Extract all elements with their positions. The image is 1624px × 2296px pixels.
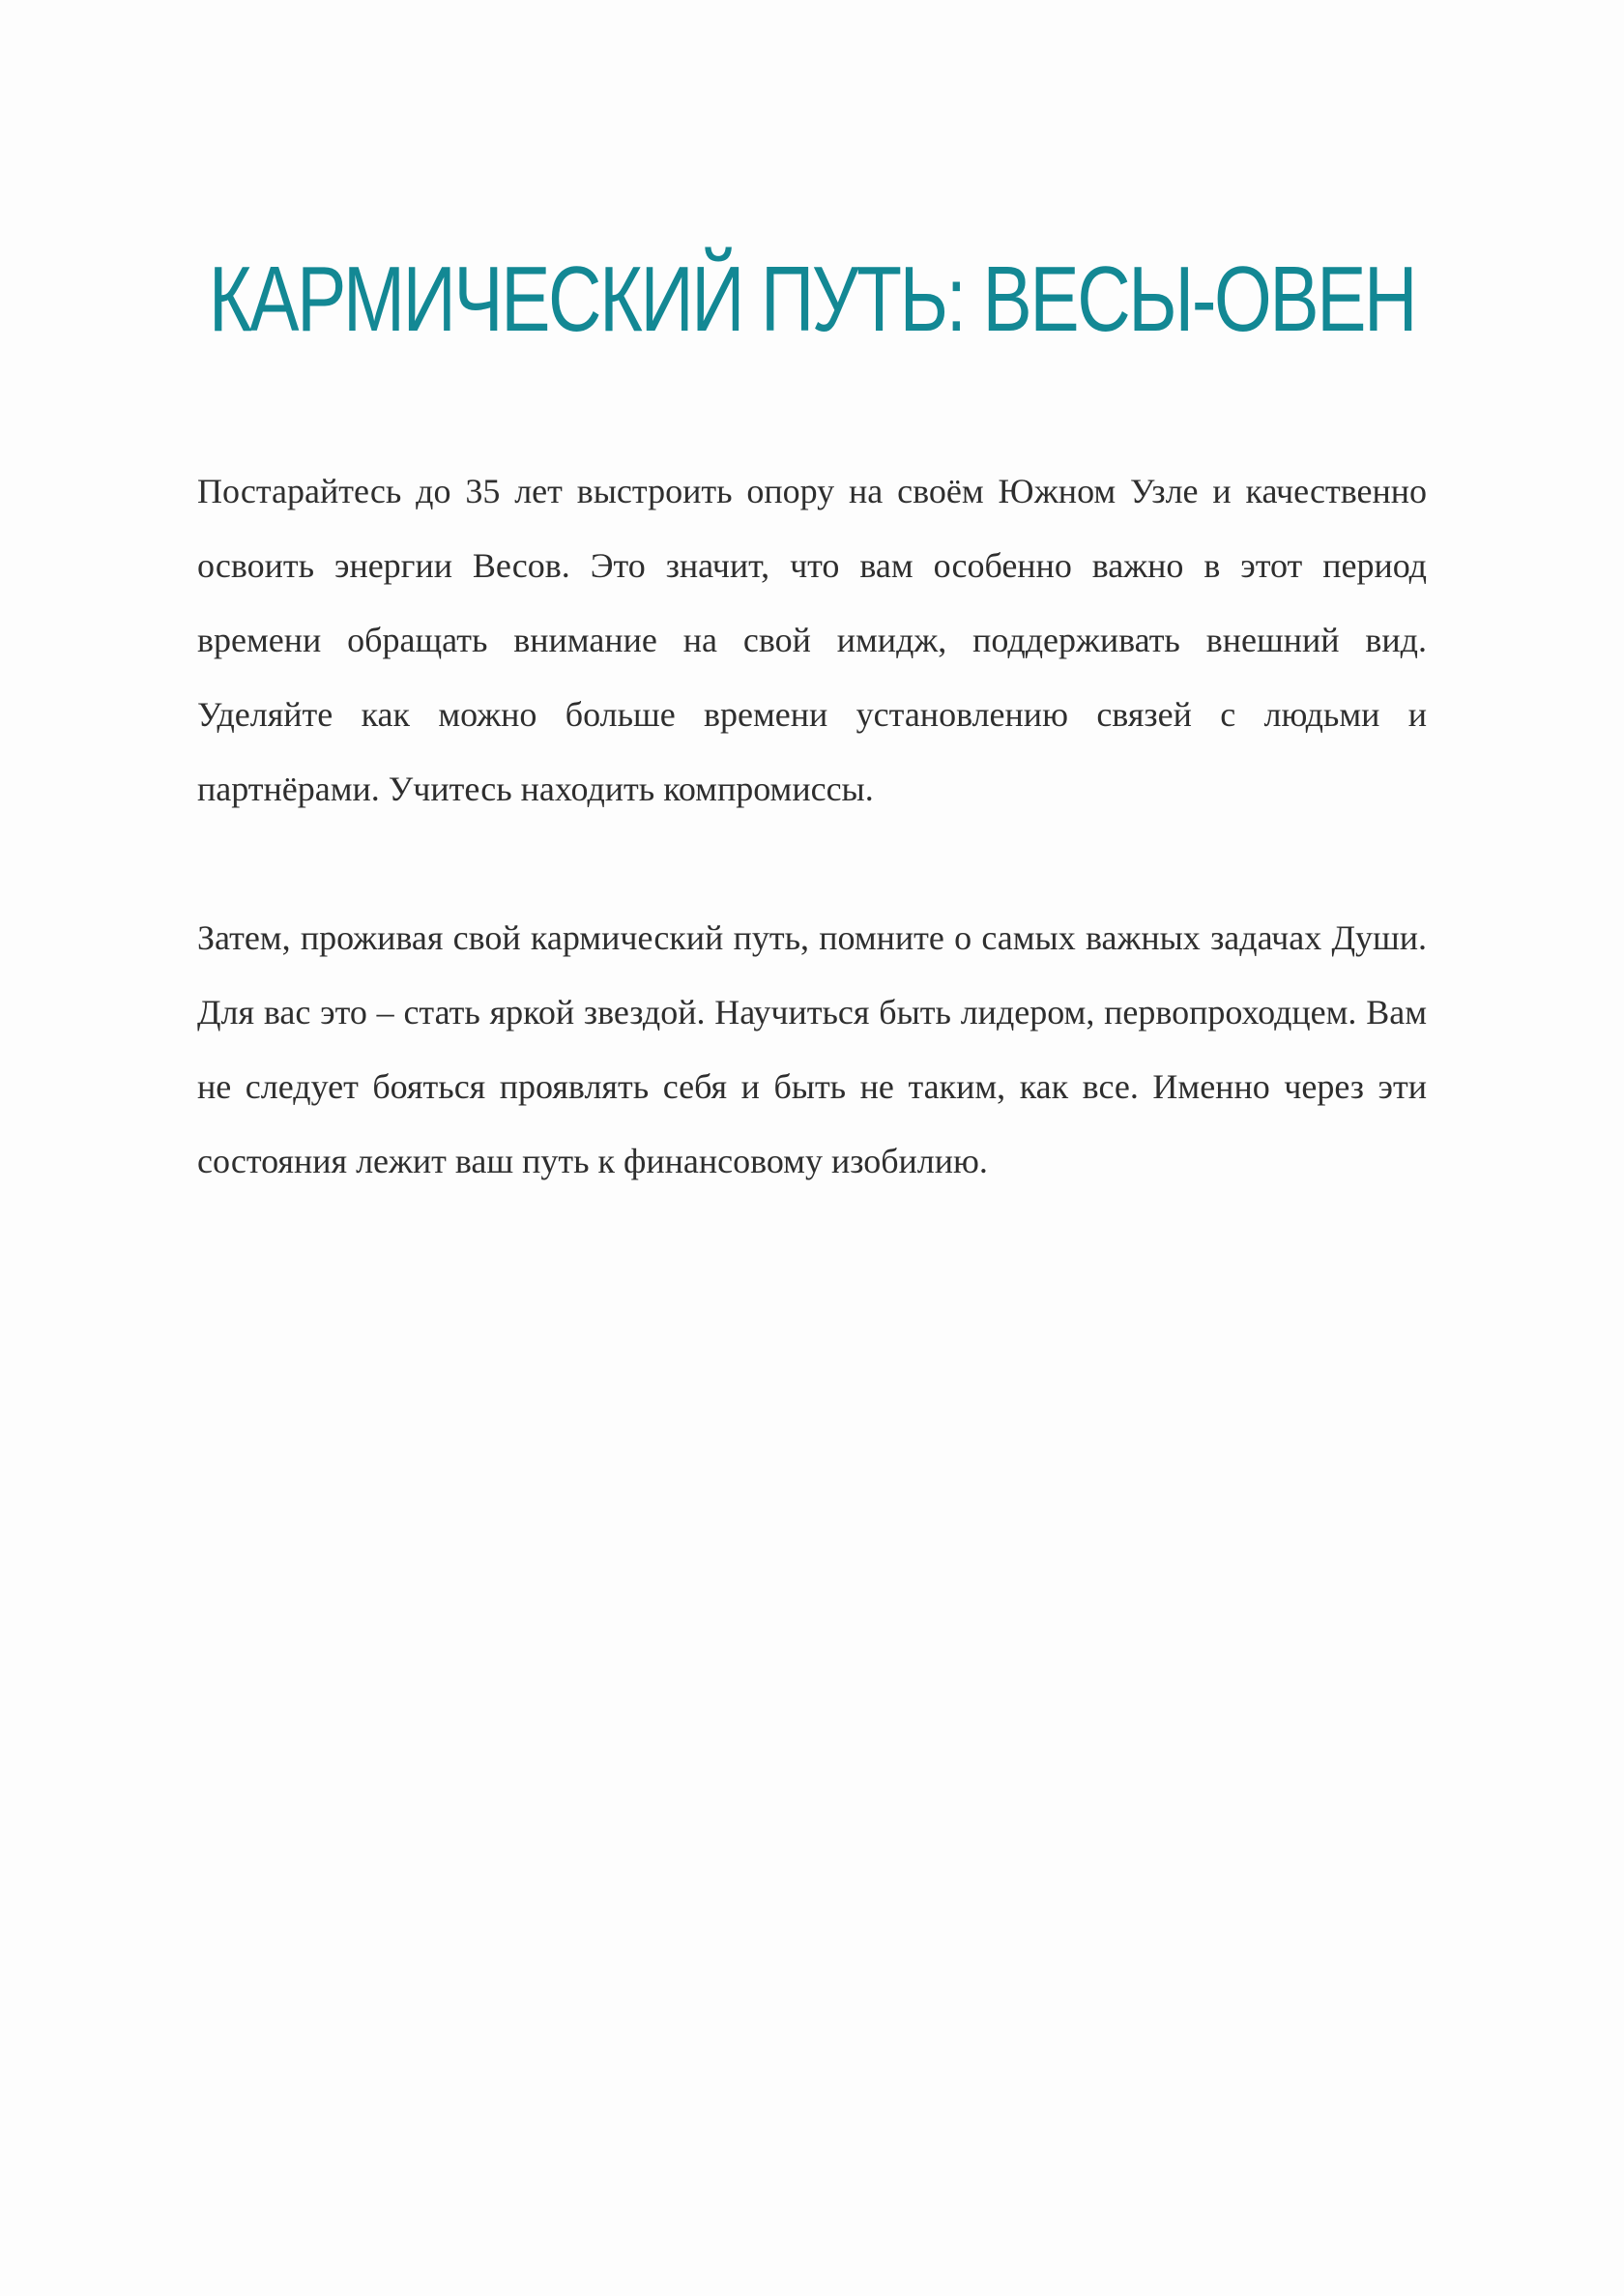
paragraph-south-node: Постарайтесь до 35 лет выстроить опору на своём Южном Узле и качественно освоить энергии Весов. Это значит, что вам особенно важно в этот период времени обращать внимание на свой имидж, поддерживать внешний вид. Уделяйте как можно больше времени установлению связей с людьми и партнёрами. Учитесь находить компромиссы. bbox=[197, 472, 1427, 808]
page-title: КАРМИЧЕСКИЙ ПУТЬ: ВЕСЫ-ОВЕН bbox=[208, 247, 1416, 351]
document-body bbox=[197, 454, 1427, 1199]
paragraph-karmic-path: Затем, проживая свой кармический путь, помните о самых важных задачах Души. Для вас это – стать яркой звездой. Научиться быть лидером, первопроходцем. Вам не следует бояться проявлять себя и быть не таким, как все. Именно через эти состояния лежит ваш путь к финансовому изобилию. bbox=[197, 918, 1427, 1180]
